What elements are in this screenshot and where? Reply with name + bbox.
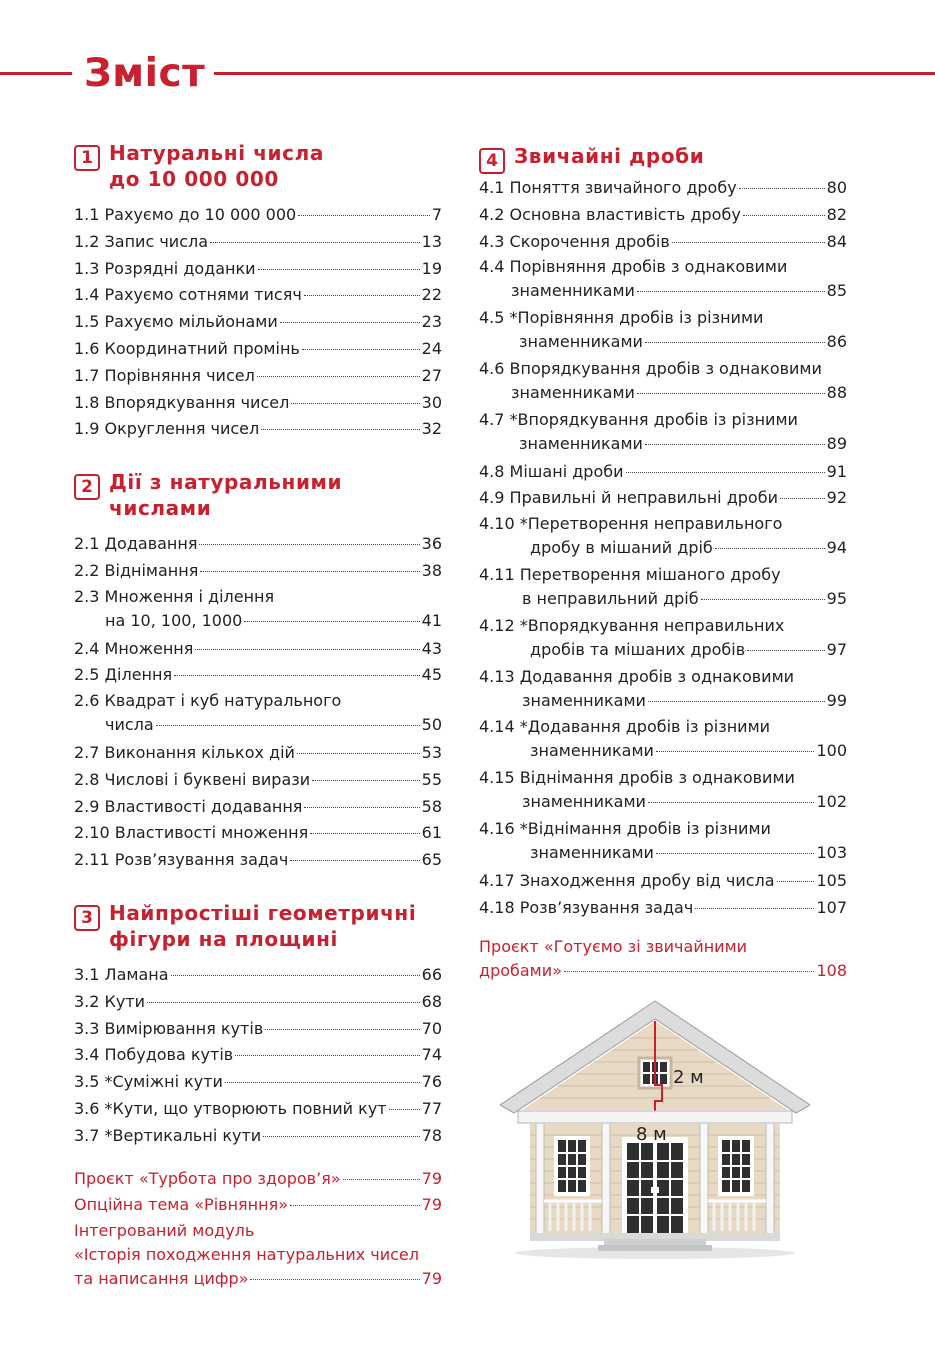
entry-page: 102	[816, 792, 847, 812]
entry-title-line-1: 4.11 Перетворення мішаного дробу	[479, 564, 781, 584]
entry-title-line-0: Інтегрований модуль	[74, 1221, 255, 1241]
entry-title: 4.17 Знаходження дробу від числа	[479, 870, 775, 890]
entry-page: 38	[421, 560, 442, 580]
toc-entry-3-5[interactable]	[74, 1069, 442, 1096]
leader-dots	[343, 1179, 420, 1180]
entry-page: 89	[826, 433, 847, 453]
entry-page: 105	[816, 870, 847, 890]
leader-dots	[389, 1109, 420, 1110]
toc-entry-3-6[interactable]	[74, 1096, 442, 1123]
toc-entry-3-1[interactable]	[74, 962, 442, 989]
toc-entry-3-2[interactable]	[74, 989, 442, 1016]
entry-title: 1.7 Порівняння чисел	[74, 365, 255, 385]
entry-page: 68	[421, 991, 442, 1011]
leader-dots	[715, 548, 825, 549]
entry-page: 79	[421, 1269, 442, 1289]
entry-title: 3.1 Ламана	[74, 964, 169, 984]
toc-entry-4-9[interactable]	[479, 485, 847, 512]
section-4-list	[479, 175, 847, 921]
entry-page: 103	[816, 842, 847, 862]
leader-dots	[291, 403, 419, 404]
toc-entry-4-17[interactable]	[479, 868, 847, 895]
leader-dots	[645, 444, 825, 445]
leader-dots	[304, 295, 420, 296]
section-1-header	[74, 140, 442, 192]
entry-title-line-1: 2.3 Множення і ділення	[74, 586, 275, 606]
toc-entry-optional-equations[interactable]	[74, 1192, 442, 1219]
entry-title: 4.3 Скорочення дробів	[479, 231, 670, 251]
leader-dots	[298, 215, 430, 216]
leader-dots	[656, 853, 815, 854]
entry-title: 2.11 Розв’язування задач	[74, 850, 289, 870]
entry-page: 100	[816, 741, 847, 761]
leader-dots	[147, 1002, 420, 1003]
entry-page: 24	[421, 338, 442, 358]
leader-dots	[258, 269, 420, 270]
section-2-title-line-2: числами	[109, 496, 212, 521]
entry-page: 43	[421, 638, 442, 658]
entry-title-line-2: дробів та мішаних дробів	[530, 639, 746, 659]
extras-left-list	[74, 1166, 442, 1292]
leader-dots	[648, 802, 815, 803]
entry-title-line-2: знаменниками	[519, 332, 643, 352]
height-label: 2 м	[673, 1067, 704, 1088]
section-2-list	[74, 531, 442, 874]
leader-dots	[261, 429, 419, 430]
entry-title: 1.5 Рахуємо мільйонами	[74, 312, 278, 332]
entry-page: 13	[421, 231, 442, 251]
header-rule-right	[214, 72, 935, 75]
entry-title: 1.8 Впорядкування чисел	[74, 392, 290, 412]
toc-entry-4-8[interactable]	[479, 459, 847, 486]
entry-title: 4.9 Правильні й неправильні дроби	[479, 488, 778, 508]
toc-entry-1-7[interactable]	[74, 363, 442, 390]
entry-title-line-2: на 10, 100, 1000	[105, 610, 243, 630]
width-label: 8 м	[636, 1124, 667, 1145]
toc-entry-2-10[interactable]	[74, 820, 442, 847]
leader-dots	[648, 701, 825, 702]
leader-dots	[290, 860, 419, 861]
entry-title-line-1: 4.12 *Впорядкування неправильних	[479, 615, 785, 635]
leader-dots	[235, 1055, 419, 1056]
entry-title: 1.4 Рахуємо сотнями тисяч	[74, 285, 302, 305]
leader-dots	[195, 649, 419, 650]
toc-entry-4-13[interactable]	[479, 665, 847, 713]
entry-title: 2.10 Властивості множення	[74, 823, 309, 843]
toc-entry-4-6[interactable]	[479, 357, 847, 405]
entry-title: 4.2 Основна властивість дробу	[479, 204, 741, 224]
entry-title: 3.6 *Кути, що утворюють повний кут	[74, 1098, 387, 1118]
leader-dots	[701, 599, 825, 600]
toc-entry-4-10[interactable]	[479, 512, 847, 560]
entry-title: 1.9 Округлення чисел	[74, 419, 260, 439]
toc-entry-1-4[interactable]	[74, 282, 442, 309]
toc-entry-2-9[interactable]	[74, 794, 442, 821]
leader-dots	[780, 498, 825, 499]
entry-page: 7	[431, 205, 442, 224]
toc-entry-4-12[interactable]	[479, 614, 847, 662]
leader-dots	[290, 1205, 420, 1206]
leader-dots	[777, 881, 815, 882]
leader-dots	[637, 291, 825, 292]
toc-entry-1-8[interactable]	[74, 390, 442, 417]
toc-entry-1-1[interactable]	[74, 202, 442, 229]
entry-title-line-1: 4.13 Додавання дробів з однаковими	[479, 666, 795, 686]
toc-entry-2-5[interactable]	[74, 662, 442, 689]
section-4-title-line-1: Звичайні дроби	[514, 144, 705, 168]
entry-title: 2.7 Виконання кількох дій	[74, 742, 295, 762]
entry-title: 2.8 Числові і буквені вирази	[74, 769, 311, 789]
leader-dots	[263, 1136, 419, 1137]
entry-title: 2.5 Ділення	[74, 665, 173, 685]
toc-right-column	[479, 143, 847, 986]
page-title: Зміст	[84, 51, 206, 96]
entry-title-line-1: 4.7 *Впорядкування дробів із різними	[479, 409, 798, 429]
entry-page: 36	[421, 534, 442, 554]
entry-title: 2.9 Властивості додавання	[74, 796, 303, 816]
toc-entry-4-16[interactable]	[479, 817, 847, 865]
toc-entry-4-18[interactable]	[479, 895, 847, 922]
toc-left-column	[74, 140, 442, 1294]
entry-title-line-2: знаменниками	[530, 842, 654, 862]
entry-page: 108	[816, 961, 847, 981]
entry-title: 4.18 Розв’язування задач	[479, 897, 694, 917]
entry-page: 92	[826, 488, 847, 508]
leader-dots	[171, 975, 420, 976]
entry-page: 22	[421, 285, 442, 305]
entry-page: 32	[421, 419, 442, 439]
entry-title: 3.2 Кути	[74, 991, 146, 1011]
entry-page: 107	[816, 897, 847, 917]
leader-dots	[626, 472, 825, 473]
entry-page: 55	[421, 769, 442, 789]
entry-title-line-1: «Історія походження натуральних чисел	[74, 1245, 419, 1265]
entry-title: 3.7 *Вертикальні кути	[74, 1125, 262, 1145]
header-rule-left	[0, 72, 72, 75]
entry-title-line-1: 4.14 *Додавання дробів із різними	[479, 717, 771, 737]
entry-page: 79	[421, 1195, 442, 1215]
entry-title-line-2: знаменниками	[530, 741, 654, 761]
toc-entry-4-11[interactable]	[479, 563, 847, 611]
entry-title: 4.1 Поняття звичайного дробу	[479, 178, 737, 197]
entry-title: 1.1 Рахуємо до 10 000 000	[74, 205, 297, 224]
entry-page: 23	[421, 312, 442, 332]
leader-dots	[656, 751, 815, 752]
leader-dots	[747, 650, 824, 651]
leader-dots	[156, 725, 420, 726]
leader-dots	[280, 322, 420, 323]
toc-entry-2-1[interactable]	[74, 531, 442, 558]
leader-dots	[637, 393, 825, 394]
toc-entry-3-3[interactable]	[74, 1016, 442, 1043]
section-1-title-line-1: Натуральні числа	[109, 141, 324, 165]
entry-page: 82	[826, 204, 847, 224]
entry-title-line-2: знаменниками	[519, 433, 643, 453]
entry-title-line-2: дробами»	[479, 961, 562, 981]
toc-entry-4-4[interactable]	[479, 255, 847, 303]
leader-dots	[312, 780, 419, 781]
entry-title-line-2: та написання цифр»	[74, 1269, 249, 1289]
section-2-title-line-1: Дії з натуральними	[109, 470, 343, 495]
entry-page: 79	[421, 1168, 442, 1188]
toc-entry-1-6[interactable]	[74, 336, 442, 363]
entry-title: Проєкт «Турбота про здоров’я»	[74, 1168, 341, 1188]
entry-page: 88	[826, 382, 847, 402]
toc-entry-1-9[interactable]	[74, 416, 442, 443]
entry-page: 45	[421, 665, 442, 685]
section-3-title-line-1: Найпростіші геометричні	[109, 900, 417, 925]
entry-page: 74	[421, 1045, 442, 1065]
entry-page: 19	[421, 258, 442, 278]
toc-entry-2-2[interactable]	[74, 558, 442, 585]
section-1-title-line-2: до 10 000 000	[109, 167, 279, 191]
leader-dots	[564, 971, 815, 972]
leader-dots	[302, 349, 420, 350]
entry-title-line-1: 4.16 *Віднімання дробів із різними	[479, 818, 771, 838]
extras-right-list	[479, 935, 847, 983]
entry-page: 76	[421, 1072, 442, 1092]
section-4-header	[479, 143, 847, 169]
toc-entry-2-7[interactable]	[74, 740, 442, 767]
entry-title: 4.8 Мішані дроби	[479, 461, 624, 481]
toc-entry-project-health[interactable]	[74, 1166, 442, 1193]
leader-dots	[297, 753, 420, 754]
toc-entry-1-3[interactable]	[74, 256, 442, 283]
entry-page: 27	[421, 365, 442, 385]
leader-dots	[244, 621, 419, 622]
leader-dots	[695, 908, 814, 909]
leader-dots	[310, 833, 419, 834]
leader-dots	[645, 342, 825, 343]
section-1-list	[74, 202, 442, 443]
entry-page: 94	[826, 538, 847, 558]
leader-dots	[210, 242, 420, 243]
entry-title-line-1: 4.10 *Перетворення неправильного	[479, 514, 783, 534]
entry-page: 53	[421, 742, 442, 762]
toc-entry-4-1[interactable]	[479, 175, 847, 202]
toc-entry-2-3[interactable]	[74, 585, 442, 633]
entry-page: 50	[421, 715, 442, 735]
section-3-number: 3	[74, 905, 100, 931]
section-3-header	[74, 900, 442, 952]
entry-title: 3.4 Побудова кутів	[74, 1045, 234, 1065]
entry-title-line-2: знаменниками	[522, 792, 646, 812]
entry-title-line-2: числа	[105, 715, 154, 735]
leader-dots	[672, 242, 825, 243]
entry-page: 91	[826, 461, 847, 481]
entry-page: 30	[421, 392, 442, 412]
toc-entry-4-5[interactable]	[479, 306, 847, 354]
toc-entry-2-4[interactable]	[74, 636, 442, 663]
leader-dots	[743, 215, 825, 216]
section-1-number: 1	[74, 145, 100, 171]
toc-entry-integrated-module[interactable]	[74, 1219, 442, 1291]
toc-entry-project-fractions[interactable]	[479, 935, 847, 983]
section-2-number: 2	[74, 474, 100, 500]
entry-title: 3.3 Вимірювання кутів	[74, 1018, 264, 1038]
entry-title-line-1: 2.6 Квадрат і куб натурального	[74, 691, 342, 711]
entry-page: 58	[421, 796, 442, 816]
toc-entry-4-3[interactable]	[479, 229, 847, 256]
toc-entry-4-14[interactable]	[479, 715, 847, 763]
entry-title-line-1: 4.4 Порівняння дробів з однаковими	[479, 257, 788, 277]
entry-page: 84	[826, 231, 847, 251]
entry-title-line-2: знаменниками	[511, 281, 635, 301]
entry-title: 2.4 Множення	[74, 638, 194, 658]
entry-page: 70	[421, 1018, 442, 1038]
entry-page: 99	[826, 690, 847, 710]
toc-entry-4-15[interactable]	[479, 766, 847, 814]
entry-page: 65	[421, 850, 442, 870]
house-illustration	[500, 997, 810, 1263]
leader-dots	[739, 188, 825, 189]
toc-entry-2-6[interactable]	[74, 689, 442, 737]
entry-page: 61	[421, 823, 442, 843]
leader-dots	[200, 571, 419, 572]
entry-title-line-1: 4.5 *Порівняння дробів із різними	[479, 308, 764, 328]
entry-page: 78	[421, 1125, 442, 1145]
house-drawing	[500, 997, 810, 1259]
section-4-number: 4	[479, 148, 505, 174]
section-2-header	[74, 469, 442, 521]
toc-entry-4-7[interactable]	[479, 408, 847, 456]
leader-dots	[225, 1082, 420, 1083]
entry-title-line-1: 4.6 Впорядкування дробів з однаковими	[479, 358, 822, 378]
entry-title: 1.3 Розрядні доданки	[74, 258, 256, 278]
entry-title: 3.5 *Суміжні кути	[74, 1072, 223, 1092]
toc-entry-3-4[interactable]	[74, 1042, 442, 1069]
entry-page: 97	[826, 639, 847, 659]
entry-page: 80	[826, 178, 847, 197]
toc-entry-1-2[interactable]	[74, 229, 442, 256]
leader-dots	[265, 1029, 419, 1030]
entry-title-line-2: знаменниками	[522, 690, 646, 710]
entry-title-line-1: Проєкт «Готуємо зі звичайними	[479, 937, 748, 957]
leader-dots	[174, 675, 420, 676]
toc-entry-4-2[interactable]	[479, 202, 847, 229]
entry-title: 1.2 Запис числа	[74, 231, 209, 251]
leader-dots	[304, 807, 419, 808]
entry-page: 85	[826, 281, 847, 301]
entry-title-line-2: знаменниками	[511, 382, 635, 402]
entry-title: Опційна тема «Рівняння»	[74, 1195, 288, 1215]
entry-title: 2.2 Віднімання	[74, 560, 199, 580]
entry-page: 66	[421, 964, 442, 984]
toc-entry-1-5[interactable]	[74, 309, 442, 336]
entry-page: 95	[826, 588, 847, 608]
leader-dots	[250, 1279, 419, 1280]
section-3-list	[74, 962, 442, 1150]
entry-title-line-2: в неправильний дріб	[522, 588, 699, 608]
toc-entry-2-11[interactable]	[74, 847, 442, 874]
entry-title: 2.1 Додавання	[74, 534, 198, 554]
toc-entry-2-8[interactable]	[74, 767, 442, 794]
entry-page: 41	[421, 610, 442, 630]
leader-dots	[199, 544, 419, 545]
entry-title: 1.6 Координатний промінь	[74, 338, 300, 358]
section-3-title-line-2: фігури на площині	[109, 926, 338, 951]
entry-page: 86	[826, 332, 847, 352]
entry-page: 77	[421, 1098, 442, 1118]
entry-title-line-2: дробу в мішаний дріб	[530, 538, 713, 558]
entry-title-line-1: 4.15 Віднімання дробів з однаковими	[479, 768, 795, 788]
leader-dots	[257, 376, 420, 377]
toc-entry-3-7[interactable]	[74, 1123, 442, 1150]
